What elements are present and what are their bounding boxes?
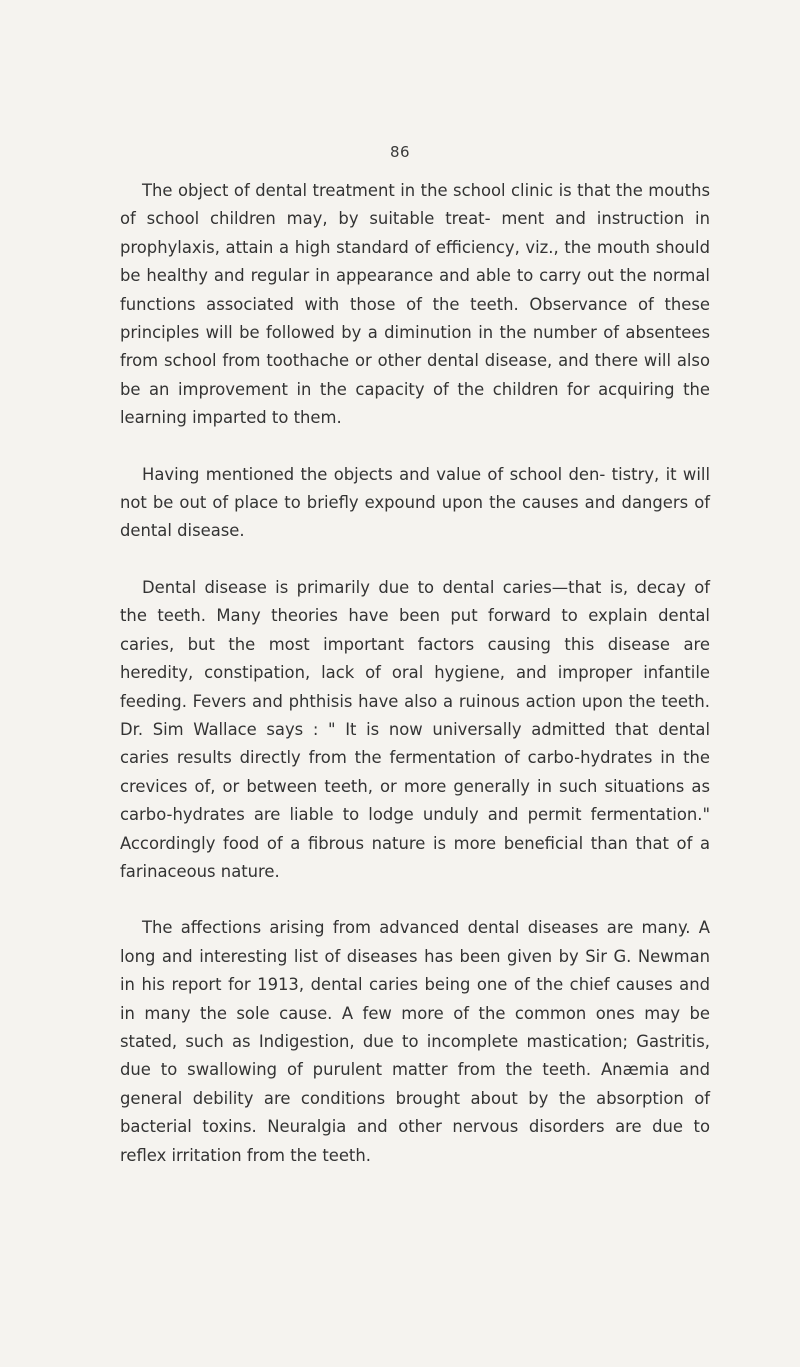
- body-text: [120, 177, 710, 1198]
- paragraph-affections: The affections arising from advanced dental diseases are many. A long and interesting list of diseases has been given by Sir G. Newman in his report for 1913, dental caries being one of the chief causes and in many the sole cause. A few more of the common ones may be stated, such as Indigestion, due to incomplete mastication; Gastritis, due to swallowing of purulent matter from the teeth. Anæmia and general debility are conditions brought about by the absorption of bacterial toxins. Neuralgia and other nervous disorders are due to reflex irritation from the teeth.: [120, 918, 710, 1165]
- paragraph-dental-caries: Dental disease is primarily due to dental caries—that is, decay of the teeth. Many theories have been put forward to explain dental caries, but the most important factors causing this disease are heredity, constipation, lack of oral hygiene, and improper infantile feeding. Fevers and phthisis have also a ruinous action upon the teeth. Dr. Sim Wallace says : " It is now universally admitted that dental caries results directly from the fermentation of carbo-hydrates in the crevices of, or between teeth, or more generally in such situations as carbo-hydrates are liable to lodge unduly and permit fermentation." Accordingly food of a fibrous nature is more beneficial than that of a farinaceous nature.: [120, 577, 710, 881]
- paragraph-school-dentistry: Having mentioned the objects and value of school den- tistry, it will not be out of place to briefly expound upon the causes and dangers of dental disease.: [120, 464, 710, 541]
- page-number: 86: [389, 143, 411, 161]
- paragraph-dental-treatment-object: The object of dental treatment in the school clinic is that the mouths of school children may, by suitable treat- ment and instruction in prophylaxis, attain a high standard of efficiency, viz., the mouth should be healthy and regular in appearance and able to carry out the normal functions associated with those of the teeth. Observance of these principles will be followed by a diminution in the number of absentees from school from toothache or other dental disease, and there will also be an improvement in the capacity of the children for acquiring the learning imparted to them.: [120, 181, 710, 428]
